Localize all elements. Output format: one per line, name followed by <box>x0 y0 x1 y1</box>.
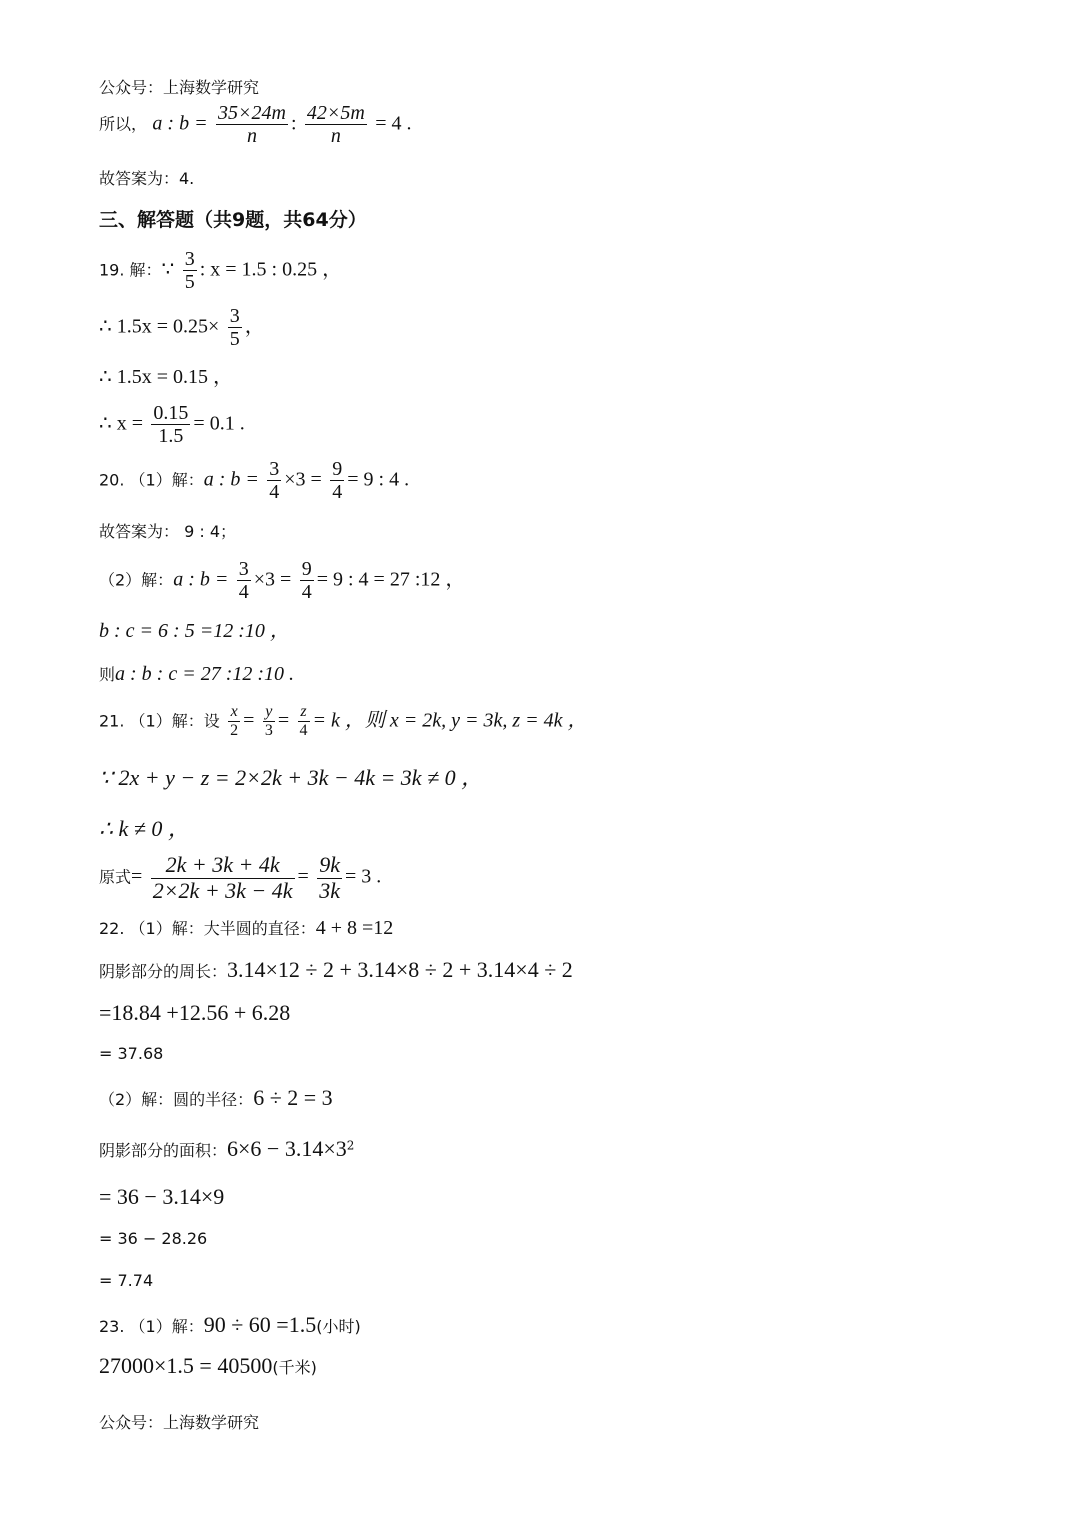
fraction: $\frac{3}{4}$ <box>269 458 280 504</box>
q22-line9: = 7.74 <box>99 1271 154 1290</box>
q22-line7: = 36 − 3.14×9 <box>99 1184 225 1209</box>
ratio-line: 所以， a : b = $\frac{35\times 24m}{n}$ : $\frac{42\times 5m}{n}$ = 4 . <box>99 102 412 148</box>
fraction: $\frac{x}{2}$ <box>230 703 239 740</box>
fraction: $\frac{3}{4}$ <box>238 558 249 604</box>
q22-line3: =18.84 +12.56 + 6.28 <box>99 1000 291 1025</box>
fraction: $\frac{9}{4}$ <box>332 458 343 504</box>
q22-line6: 阴影部分的面积：$6\times 6 - 3.14\times 3^2$ <box>99 1136 355 1161</box>
fraction: $\frac{2k + 3k + 4k}{2\times 2k + 3k - 4k}$ <box>152 852 293 903</box>
q22-line1: 22. （1）解：大半圆的直径：4 + 8 =12 <box>99 917 394 939</box>
expr-ab: a : b = <box>152 112 208 135</box>
footer-watermark: 公众号：上海数学研究 <box>99 1413 260 1432</box>
fraction: $\frac{9k}{3k}$ <box>319 852 340 903</box>
q19-line1: 19. 解：∵ $\frac{3}{5}$ : x = 1.5 : 0.25 ， <box>99 248 343 294</box>
q22-line5: （2）解：圆的半径：6 ÷ 2 = 3 <box>99 1085 333 1110</box>
q20-line2: 故答案为： 9 : 4； <box>99 522 237 541</box>
q21-line2: ∵ 2x + y − z = 2×2k + 3k − 4k = 3k ≠ 0 ， <box>99 765 484 790</box>
fraction: $\frac{9}{4}$ <box>301 558 312 604</box>
fraction: $\frac{y}{3}$ <box>264 703 273 740</box>
answer-line: 故答案为：4. <box>99 169 195 188</box>
q20-line4: b : c = 6 : 5 =12 :10 ， <box>99 620 290 642</box>
fraction: $\frac{3}{5}$ <box>229 305 240 351</box>
q20-line3: （2）解：a : b = $\frac{3}{4}$ ×3 = $\frac{9}{4}$ = 9 : 4 = 27 :12 ， <box>99 558 466 604</box>
q20-line5: 则a : b : c = 27 :12 :10 . <box>99 663 295 685</box>
q19-line3: ∴ 1.5x = 0.15 ， <box>99 366 234 388</box>
q23-line1: 23. （1）解：90 ÷ 60 =1.5(小时) <box>99 1312 361 1337</box>
q21-line1: 21. （1）解：设 $\frac{x}{2}$ = $\frac{y}{3}$ = $\frac{z}{4}$ = k ，则 x = 2k, y = 3k, z = 4k ， <box>99 703 588 740</box>
q22-line8: = 36 − 28.26 <box>99 1229 208 1248</box>
q21-line3: ∴ k ≠ 0 ， <box>99 816 190 841</box>
fraction: $\frac{42\times 5m}{n}$ <box>306 102 365 148</box>
header-watermark: 公众号：上海数学研究 <box>99 78 260 97</box>
q22-line4: = 37.68 <box>99 1044 164 1063</box>
fraction: $\frac{z}{4}$ <box>299 703 308 740</box>
q19-line4: ∴ x = $\frac{0.15}{1.5}$ = 0.1 . <box>99 402 245 448</box>
section-title: 三、解答题（共9题，共64分） <box>99 209 367 231</box>
q22-line2: 阴影部分的周长：3.14×12 ÷ 2 + 3.14×8 ÷ 2 + 3.14×4 ÷ 2 <box>99 957 573 982</box>
text-so: 所以， <box>99 114 148 134</box>
q21-line4: 原式= $\frac{2k + 3k + 4k}{2\times 2k + 3k - 4k}$ = $\frac{9k}{3k}$ = 3 . <box>99 852 382 903</box>
fraction: $\frac{35\times 24m}{n}$ <box>217 102 286 148</box>
q23-line2: 27000×1.5 = 40500(千米) <box>99 1353 317 1378</box>
q19-line2: ∴ 1.5x = 0.25× $\frac{3}{5}$ ， <box>99 305 265 351</box>
fraction: $\frac{3}{5}$ <box>184 248 195 294</box>
expr-end: = 4 . <box>375 112 412 135</box>
fraction: $\frac{0.15}{1.5}$ <box>153 402 189 448</box>
q20-line1: 20. （1）解：a : b = $\frac{3}{4}$ ×3 = $\frac{9}{4}$ = 9 : 4 . <box>99 458 410 504</box>
